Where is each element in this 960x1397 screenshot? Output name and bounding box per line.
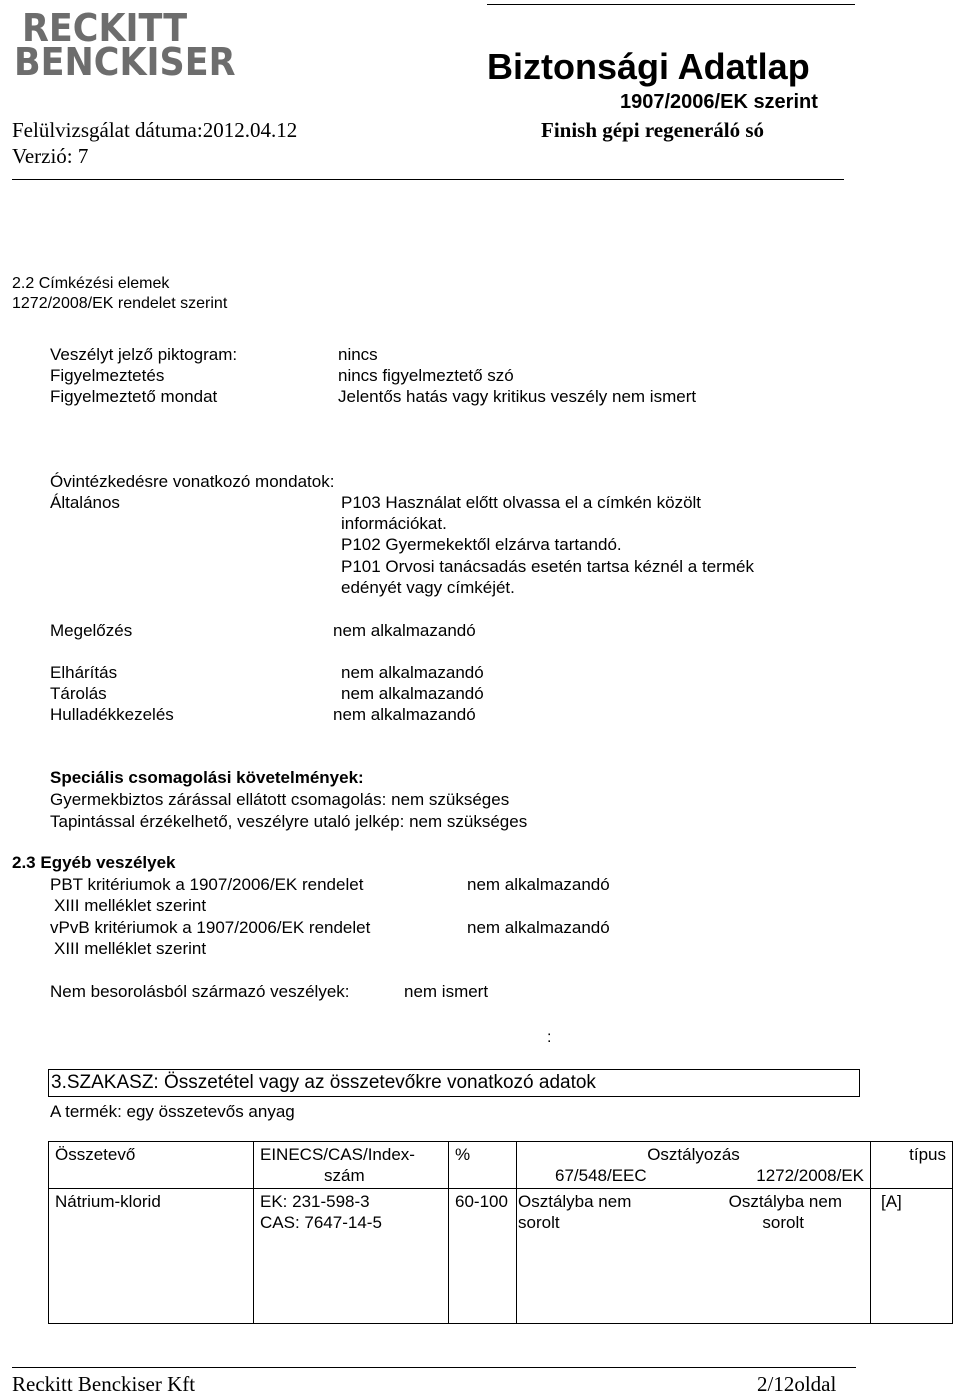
cell-ids bbox=[254, 1189, 449, 1324]
header-classification-title: Osztályozás bbox=[647, 1145, 740, 1164]
packaging-line-1: Gyermekbiztos zárással ellátott csomagolás: nem szükséges bbox=[50, 790, 510, 809]
general-line-2: információkat. bbox=[341, 514, 447, 533]
header-class-67-548: 67/548/EEC bbox=[555, 1166, 647, 1185]
pbt-line-2: XIII melléklet szerint bbox=[54, 896, 207, 915]
cell-cas-number: CAS: 7647-14-5 bbox=[260, 1213, 382, 1232]
general-line-3: P102 Gyermekektől elzárva tartandó. bbox=[341, 535, 622, 554]
footer-company: Reckitt Benckiser Kft bbox=[12, 1372, 196, 1396]
section3-heading-box bbox=[48, 1069, 860, 1097]
non-classified-value: nem ismert bbox=[404, 982, 489, 1001]
header-class-1272: 1272/2008/EK bbox=[756, 1166, 864, 1185]
composition-table bbox=[48, 1141, 953, 1324]
product-name: Finish gépi regeneráló só bbox=[541, 118, 765, 142]
document-title: Biztonsági Adatlap bbox=[487, 46, 810, 87]
pictogram-label: Veszélyt jelző piktogram: bbox=[50, 345, 238, 364]
header-bottom-rule bbox=[12, 179, 844, 180]
cell-class-a-line-1: Osztályba nem bbox=[518, 1192, 632, 1211]
cell-type: [A] bbox=[871, 1189, 953, 1324]
version: Verzió: 7 bbox=[12, 144, 89, 168]
header-classification-sub bbox=[523, 1165, 864, 1186]
vpvb-line-2: XIII melléklet szerint bbox=[54, 939, 207, 958]
general-line-4: P101 Orvosi tanácsadás esetén tartsa kéznél a termék bbox=[341, 557, 754, 576]
cell-ec-number: EK: 231-598-3 bbox=[260, 1192, 370, 1211]
company-logo bbox=[14, 6, 236, 84]
cell-class-b-line-2: sorolt bbox=[762, 1213, 804, 1232]
signal-word-label: Figyelmeztetés bbox=[50, 366, 165, 385]
header-type: típus bbox=[871, 1142, 953, 1189]
header-percent: % bbox=[449, 1142, 517, 1189]
header-classification bbox=[517, 1142, 871, 1189]
disposal-label: Hulladékkezelés bbox=[50, 705, 174, 724]
cell-classification-line-2 bbox=[518, 1212, 864, 1233]
prevention-label: Megelőzés bbox=[50, 621, 133, 640]
response-value: nem alkalmazandó bbox=[341, 663, 484, 682]
packaging-line-2: Tapintással érzékelhető, veszélyre utaló jelkép: nem szükséges bbox=[50, 812, 528, 831]
footer-page-number: 2/12oldal bbox=[757, 1372, 837, 1396]
section3-heading: 3.SZAKASZ: Összetétel vagy az összetevőkre vonatkozó adatok bbox=[51, 1072, 596, 1093]
vpvb-value: nem alkalmazandó bbox=[467, 918, 610, 937]
logo-line-1: RECKITT bbox=[22, 6, 188, 50]
response-label: Elhárítás bbox=[50, 663, 118, 682]
table-header-row bbox=[49, 1142, 953, 1189]
cell-class-a-line-2: sorolt bbox=[518, 1213, 560, 1232]
general-line-1: P103 Használat előtt olvassa el a címkén közölt bbox=[341, 493, 702, 512]
hazard-statement-value: Jelentős hatás vagy kritikus veszély nem ismert bbox=[338, 387, 697, 406]
signal-word-value: nincs figyelmeztető szó bbox=[338, 366, 514, 385]
general-label: Általános bbox=[50, 493, 120, 512]
cell-classification-line-1 bbox=[518, 1191, 864, 1212]
table-row bbox=[49, 1189, 953, 1324]
revision-date: Felülvizsgálat dátuma:2012.04.12 bbox=[12, 118, 298, 142]
other-hazards-heading: 2.3 Egyéb veszélyek bbox=[12, 853, 176, 872]
stray-colon: : bbox=[547, 1029, 552, 1046]
cell-classification bbox=[517, 1189, 871, 1324]
labelling-subheading: 1272/2008/EK rendelet szerint bbox=[12, 295, 228, 312]
header-einecs-line-1: EINECS/CAS/Index- bbox=[260, 1145, 415, 1164]
header-top-rule bbox=[487, 4, 855, 5]
pbt-value: nem alkalmazandó bbox=[467, 875, 610, 894]
storage-value: nem alkalmazandó bbox=[341, 684, 484, 703]
disposal-value: nem alkalmazandó bbox=[333, 705, 476, 724]
pictogram-value: nincs bbox=[338, 345, 378, 364]
header-einecs bbox=[254, 1142, 449, 1189]
precautionary-heading: Óvintézkedésre vonatkozó mondatok: bbox=[50, 472, 335, 491]
cell-class-b-line-1: Osztályba nem bbox=[728, 1192, 842, 1211]
cell-percent: 60-100 bbox=[449, 1189, 517, 1324]
prevention-value: nem alkalmazandó bbox=[333, 621, 476, 640]
hazard-statement-label: Figyelmeztető mondat bbox=[50, 387, 218, 406]
vpvb-line-1: vPvB kritériumok a 1907/2006/EK rendelet bbox=[50, 918, 371, 937]
logo-line-2: BENCKISER bbox=[14, 40, 236, 84]
regulation-subtitle: 1907/2006/EK szerint bbox=[620, 91, 818, 113]
storage-label: Tárolás bbox=[50, 684, 107, 703]
header-ingredient: Összetevő bbox=[49, 1142, 254, 1189]
general-line-5: edényét vagy címkéjét. bbox=[341, 578, 515, 597]
cell-ingredient: Nátrium-klorid bbox=[49, 1189, 254, 1324]
labelling-heading: 2.2 Címkézési elemek bbox=[12, 275, 170, 292]
header-einecs-line-2: szám bbox=[324, 1166, 365, 1185]
pbt-line-1: PBT kritériumok a 1907/2006/EK rendelet bbox=[50, 875, 364, 894]
packaging-heading: Speciális csomagolási követelmények: bbox=[50, 768, 364, 787]
product-type: A termék: egy összetevős anyag bbox=[50, 1102, 295, 1121]
footer-rule bbox=[12, 1367, 856, 1368]
non-classified-label: Nem besorolásból származó veszélyek: bbox=[50, 982, 350, 1001]
